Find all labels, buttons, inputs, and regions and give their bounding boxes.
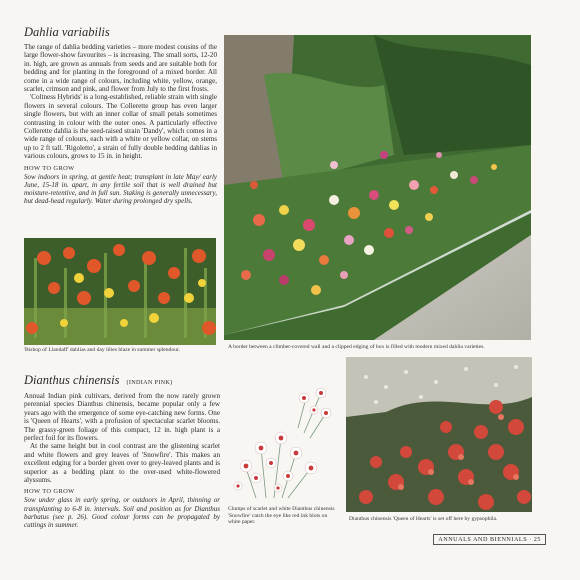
dianthus-text-block xyxy=(24,371,220,529)
dahlia-paragraph-1: The range of dahlia bedding varieties – more modest cousins of the large flower-show favourites – is increasing. The small sorts, 12-20 in. high, are grown as annuals from seeds and are suitable both for bedding and for planting in the foreground of a mixed border. All come in a wide range of colours, including white, yellow, orange, scarlet, crimson and pink, and flower from July to the first frosts. xyxy=(24,43,217,94)
dianthus-paragraph-2: At the same height but in cool contrast are the glistening scarlet and white flowers and grey leaves of 'Snowfire'. This makes an excellent edging for a border given over to grey-leaved plants and is superior as a bedding plant to the over-used white-flowered alyssums. xyxy=(24,442,220,485)
dianthus-subtitle: (INDIAN PINK) xyxy=(126,379,173,386)
dianthus-heading xyxy=(24,371,220,389)
queen-of-hearts-caption: Dianthus chinensis 'Queen of Hearts' is set off here by gypsophila. xyxy=(349,516,498,522)
dahlia-title: Dahlia variabilis xyxy=(24,25,110,39)
dianthus-title: Dianthus chinensis xyxy=(24,373,120,387)
snowfire-caption: Clumps of scarlet and white Dianthus chinensis 'Snowfire' catch the eye like red ink blots on white paper. xyxy=(228,506,335,526)
dianthus-how-to-grow-heading: HOW TO GROW xyxy=(24,488,75,496)
dahlia-daylily-image xyxy=(24,238,216,345)
dahlia-border-caption: A border between a climber-covered wall and a clipped edging of box is filled with modern mixed dahlia varieties. xyxy=(228,344,485,350)
dianthus-snowfire-drawing xyxy=(226,378,344,502)
dianthus-paragraph-1: Annual Indian pink cultivars, derived from the now rarely grown perennial species Dianthus chinensis, became popular only a few years ago with the emergence of some eye-catching new forms. One is 'Queen of Hearts', with a profusion of spectacular scarlet blooms. The grassy-green foliage of this compact, 12 in. high plant is a perfect foil for its flowers. xyxy=(24,392,220,443)
dahlia-how-to-grow-text: Sow indoors in spring, at gentle heat; transplant in late May/ early June, 15-18 in. apart, in any fertile soil that is well drained but moisture-retentive, and in full sun. Staking is generally unnecessary, but dead-head regularly. Water during prolonged dry spells. xyxy=(24,172,217,206)
queen-of-hearts-photo xyxy=(346,357,532,512)
snowfire-illustration xyxy=(226,378,344,502)
bishop-of-llandaff-caption: 'Bishop of Llandaff' dahlias and day lilies blaze in summer splendour. xyxy=(24,347,180,353)
page-footer: ANNUALS AND BIENNIALS · 25 xyxy=(433,534,546,545)
dahlia-text-block xyxy=(24,25,217,206)
dahlia-paragraph-2: 'Coltness Hybrids' is a long-established, reliable strain with single flowers in several colours. The Collerette group has even larger single flowers, but with an inner collar of small petals sometimes contrasting in colour with the outer ones. A particularly effective Collerette dahlia is the seed-raised strain 'Dandy', which comes in a wide range of colours, each with a white or yellow collar, on stems up to 2 ft tall. 'Rigoletto', a strain of fully double bedding dahlias in various colours, grows to 15 in. in height. xyxy=(24,93,217,161)
dahlia-how-to-grow-heading: HOW TO GROW xyxy=(24,164,75,172)
dahlia-border-photo xyxy=(224,35,531,340)
dianthus-queen-of-hearts-image xyxy=(346,357,532,512)
dianthus-how-to-grow-text: Sow under glass in early spring, or outdoors in April, thinning or transplanting to 6-8 in. intervals. Soil and position as for Dianthus barbatus (see p. 26). Good colour forms can be propagated by cuttings in summer. xyxy=(24,496,220,530)
bishop-of-llandaff-photo xyxy=(24,238,216,345)
dahlia-border-image xyxy=(224,35,531,340)
